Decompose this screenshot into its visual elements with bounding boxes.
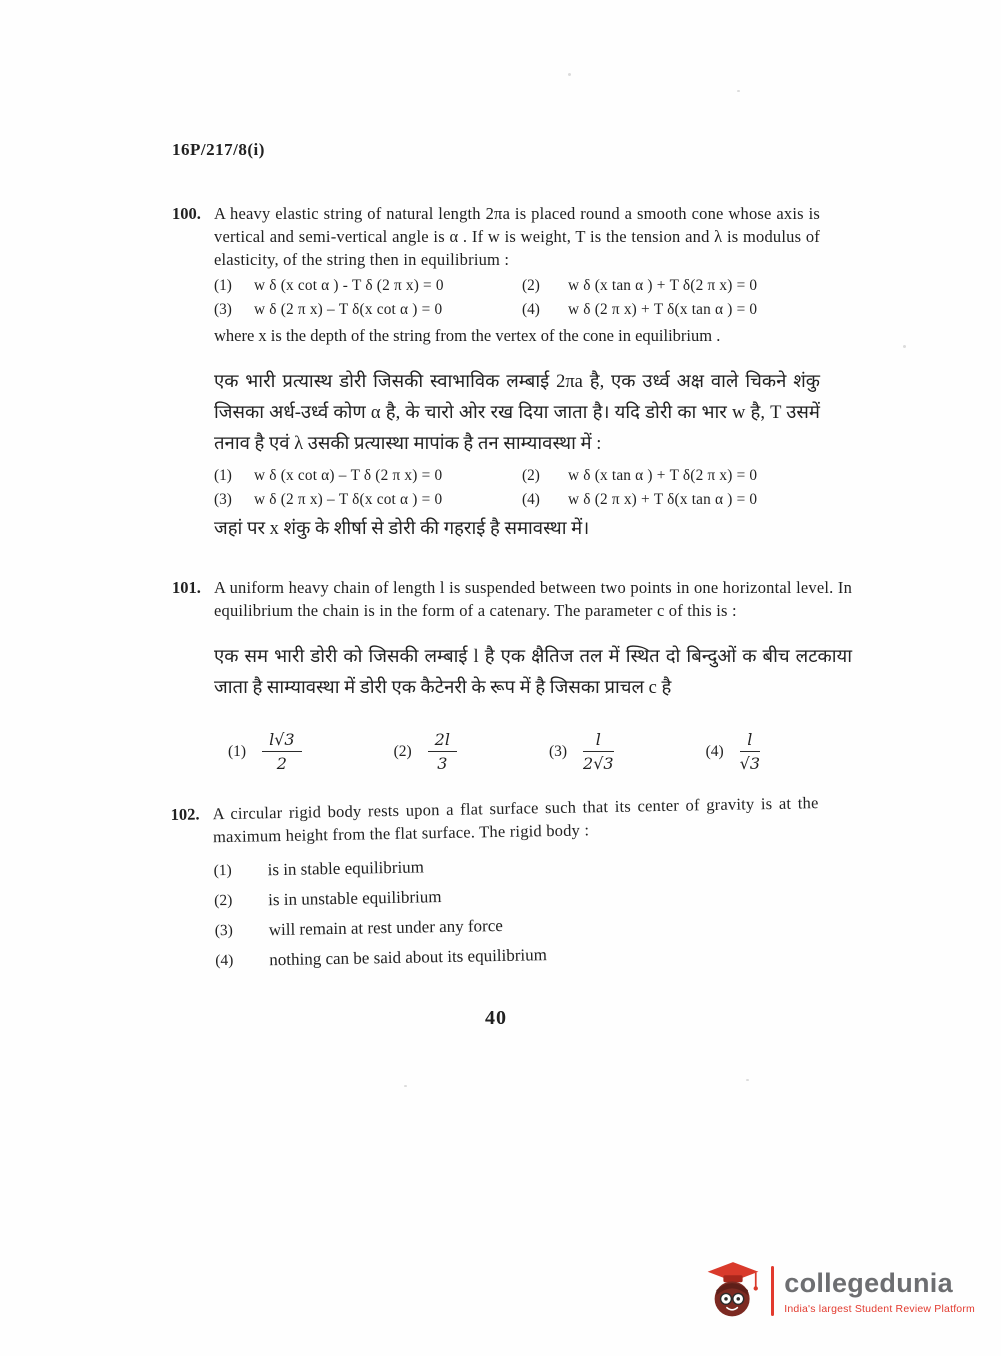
brand-text: collegedunia (784, 1267, 953, 1298)
option-1 (228, 730, 302, 773)
scan-speckle (746, 1079, 749, 1081)
question-number: 102. (170, 804, 200, 825)
fraction-denominator: 3 (437, 754, 448, 773)
option-formula: w δ (x cot α) – T δ (2 π x) = 0 (254, 467, 443, 484)
fraction-denominator: √3 (739, 754, 761, 773)
option-formula: w δ (x tan α ) + T δ(2 π x) = 0 (568, 277, 758, 294)
option-label: (3) (214, 921, 233, 940)
option-label: (4) (522, 301, 540, 318)
option-label: (4) (705, 742, 724, 760)
question-footnote-hindi: जहां पर x शंकु के शीर्षा से डोरी की गहराई है समावस्था में। (214, 519, 590, 539)
mascot-icon (705, 1260, 761, 1322)
options-fractions (214, 730, 852, 773)
option-label: (4) (215, 951, 234, 970)
option-formula: w δ (x cot α ) - T δ (2 π x) = 0 (254, 277, 444, 294)
option-3 (549, 730, 614, 773)
fraction (583, 730, 614, 773)
option-4 (706, 730, 760, 773)
option-formula: w δ (2 π x) + T δ(x tan α ) = 0 (568, 301, 758, 318)
scan-speckle (737, 90, 740, 92)
brand-separator (771, 1266, 774, 1316)
option-label: (2) (393, 742, 412, 760)
option-label: (1) (214, 467, 232, 484)
question-text-english: A uniform heavy chain of length l is suspended between two points in one horizontal level. In equilibrium the chain is in the form of a catenary. The parameter c of this is : (214, 578, 853, 620)
fraction-denominator: 2√3 (583, 754, 614, 773)
question-body (214, 202, 820, 544)
fraction-numerator: l√3 (262, 730, 302, 752)
fraction-numerator: l (740, 730, 760, 752)
option-label: (2) (214, 891, 233, 910)
fraction-numerator: l (583, 730, 614, 752)
question-text-english: A circular rigid body rests upon a flat surface such that its center of gravity is at the maximum height from the flat surface. The rigid body : (212, 793, 819, 847)
question-number: 101. (172, 578, 201, 597)
option-label: (3) (214, 491, 232, 508)
option-label: (1) (214, 277, 232, 294)
option-text: is in stable equilibrium (267, 857, 425, 880)
option-label: (4) (522, 491, 540, 508)
options-hindi (214, 464, 820, 512)
page-content (170, 140, 853, 1030)
option-label: (2) (522, 277, 540, 294)
brand-tagline: India's largest Student Review Platform (784, 1302, 975, 1315)
option-2 (394, 730, 457, 773)
question-text-english: A heavy elastic string of natural length 2πa is placed round a smooth cone whose axis is vertical and semi-vertical angle is α . If w is weight, T is the tension and λ is modulus of elasticity, of the string then in equilibrium : (214, 204, 820, 269)
question-100 (172, 202, 820, 544)
options-english (214, 274, 820, 322)
fraction-denominator: 2 (276, 754, 287, 773)
question-101 (172, 576, 853, 773)
options-list (213, 845, 821, 976)
option-formula: w δ (2 π x) – T δ(x cot α ) = 0 (254, 301, 443, 318)
scan-speckle (568, 73, 571, 76)
option-formula: w δ (x tan α ) + T δ(2 π x) = 0 (568, 467, 758, 484)
fraction (262, 730, 302, 773)
option-label: (1) (228, 742, 247, 760)
question-text-hindi: एक सम भारी डोरी को जिसकी लम्बाई l है एक क्षैतिज तल में स्थित दो बिन्दुओं क बीच लटकाया जाता है साम्यावस्था में डोरी एक कैटेनरी के रूप में है जिसका प्राचल c है (214, 647, 853, 698)
option-text: is in unstable equilibrium (268, 887, 442, 910)
option-formula: w δ (2 π x) – T δ(x cot α ) = 0 (254, 491, 443, 508)
fraction-numerator: 2l (428, 730, 457, 752)
brand-block (784, 1268, 975, 1315)
option-text: nothing can be said about its equilibrium (269, 945, 548, 970)
option-label: (1) (213, 861, 232, 880)
question-body (214, 576, 852, 773)
option-label: (2) (522, 467, 540, 484)
question-footnote-english: where x is the depth of the string from the vertex of the cone in equilibrium . (214, 326, 721, 345)
question-text-hindi: एक भारी प्रत्यास्थ डोरी जिसकी स्वाभाविक लम्बाई 2πa है, एक उर्ध्व अक्ष वाले चिकने शंकु जिसका अर्ध-उर्ध्व कोण α है, के चारो ओर रख दिया जाता है। यदि डोरी का भार w है, T उसमें तनाव है एवं λ उसकी प्रत्यास्था मापांक है तन साम्यावस्था में : (214, 372, 820, 454)
question-body (212, 791, 821, 976)
option-label: (3) (548, 742, 568, 760)
option-formula: w δ (2 π x) + T δ(x tan α ) = 0 (568, 491, 758, 508)
question-102 (170, 791, 821, 977)
question-number: 100. (172, 204, 201, 223)
paper-code: 16P/217/8(i) (172, 140, 265, 159)
fraction (428, 730, 457, 773)
fraction (740, 730, 760, 773)
option-label: (3) (214, 301, 232, 318)
scan-speckle (404, 1085, 407, 1087)
scan-speckle (903, 345, 906, 348)
collegedunia-logo (705, 1260, 975, 1322)
option-text: will remain at rest under any force (268, 915, 504, 940)
page-number: 40 (485, 1007, 507, 1029)
